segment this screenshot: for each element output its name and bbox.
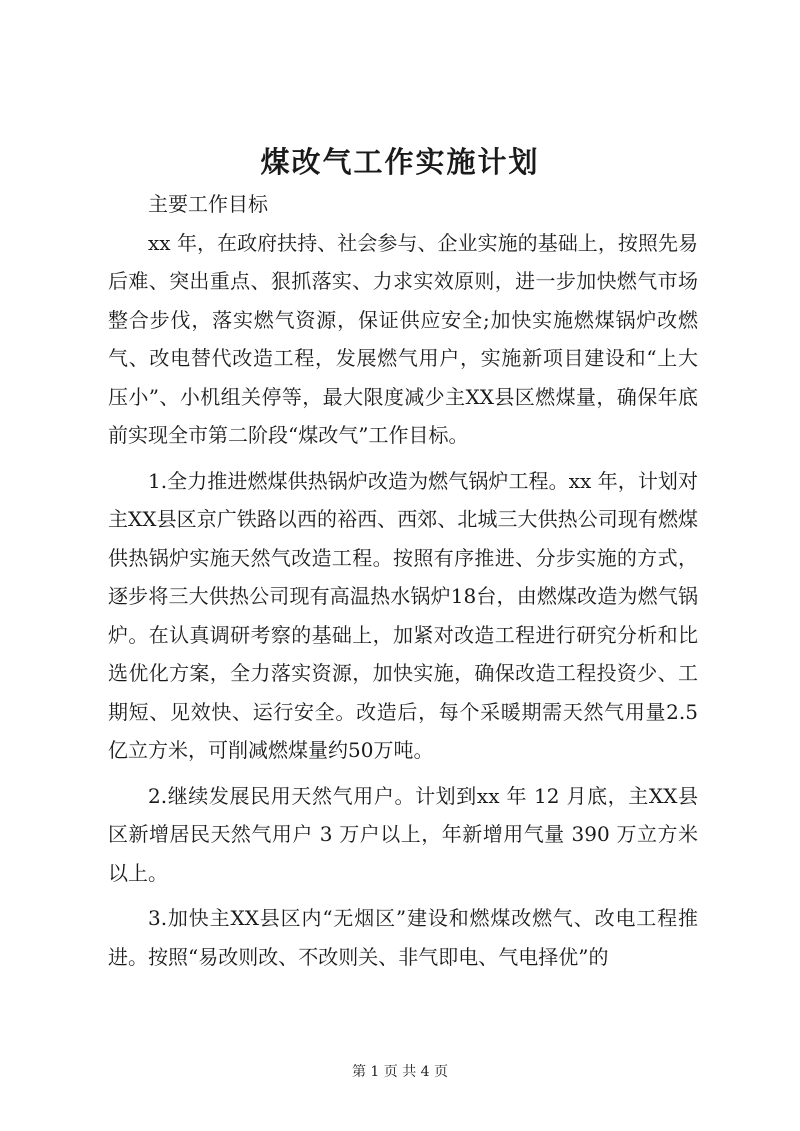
paragraph-item-2: 2.继续发展民用天然气用户。计划到xx 年 12 月底，主XX县区新增居民天然气用户 3 万户以上，年新增用气量 390 万立方米以上。 (108, 783, 698, 885)
document-title: 煤改气工作实施计划 (260, 145, 540, 179)
paragraph-item-1: 1.全力推进燃煤供热锅炉改造为燃气锅炉工程。xx 年，计划对主XX县区京广铁路以西的裕西、西郊、北城三大供热公司现有燃煤供热锅炉实施天然气改造工程。按照有序推进、分步实施的方式，逐步将三大供热公司现有高温热水锅炉18台，由燃煤改造为燃气锅炉。在认真调研考察的基础上，加紧对改造工程进行研究分析和比选优化方案，全力落实资源，加快实施，确保改造工程投资少、工期短、见效快、运行安全。改造后，每个采暖期需天然气用量2.5亿立方米，可削减燃煤量约50万吨。 (108, 468, 698, 762)
document-body (108, 185, 698, 976)
paragraph-intro: xx 年，在政府扶持、社会参与、企业实施的基础上，按照先易后难、突出重点、狠抓落实、力求实效原则，进一步加快燃气市场整合步伐，落实燃气资源，保证供应安全;加快实施燃煤锅炉改燃气、改电替代改造工程，发展燃气用户，实施新项目建设和“上大压小”、小机组关停等，最大限度减少主XX县区燃煤量，确保年底前实现全市第二阶段“煤改气”工作目标。 (108, 230, 698, 447)
section-heading: 主要工作目标 (148, 192, 268, 216)
page-footer: 第 1 页 共 4 页 (351, 1064, 449, 1080)
paragraph-item-3: 3.加快主XX县区内“无烟区”建设和燃煤改燃气、改电工程推进。按照“易改则改、不改则关、非气即电、气电择优”的 (108, 906, 698, 969)
